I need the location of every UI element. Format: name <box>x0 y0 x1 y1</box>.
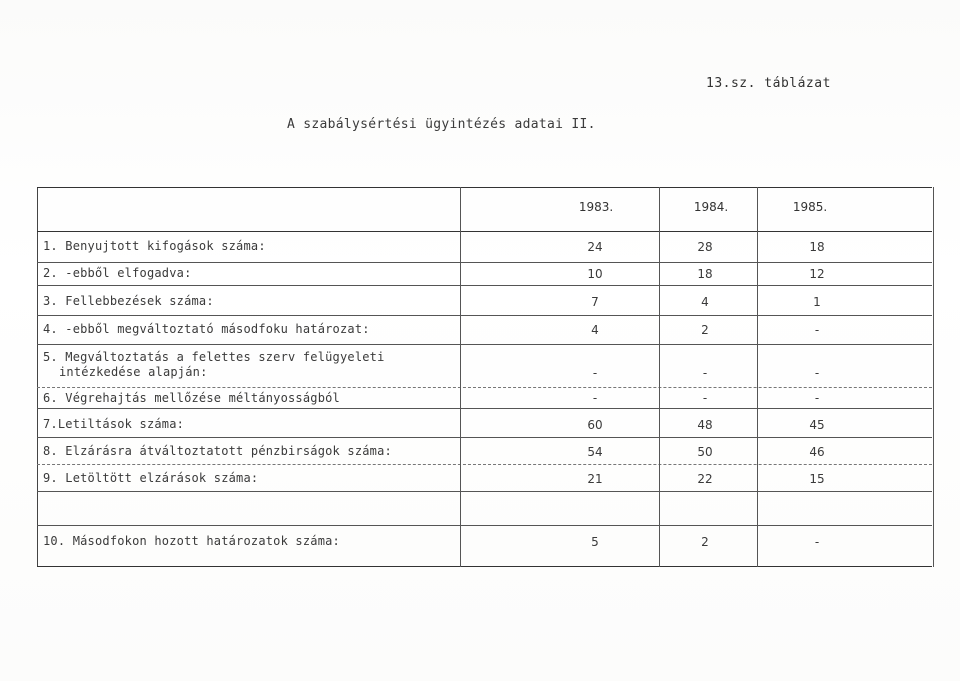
value-1985: 46 <box>809 445 825 459</box>
table-number: 13.sz. táblázat <box>706 76 831 91</box>
value-1985: 45 <box>809 418 825 432</box>
value-1983: - <box>592 366 598 380</box>
column-header-1985: 1985. <box>792 200 828 214</box>
column-header-1984: 1984. <box>693 200 729 214</box>
column-header-1983: 1983. <box>578 200 614 214</box>
value-1985: 18 <box>809 240 825 254</box>
table-rule <box>37 464 932 465</box>
table-rule-top <box>37 187 932 188</box>
value-1985: - <box>814 366 820 380</box>
value-1983: - <box>592 391 598 405</box>
value-1984: 2 <box>701 535 709 549</box>
value-1984: 18 <box>697 267 713 281</box>
row-label: 4. -ebből megváltoztató másodfoku határozat: <box>43 322 370 336</box>
row-label-continued: intézkedése alapján: <box>59 365 208 379</box>
value-1983: 24 <box>587 240 603 254</box>
value-1984: - <box>702 366 708 380</box>
value-1984: 22 <box>697 472 713 486</box>
value-1984: 50 <box>697 445 713 459</box>
value-1985: - <box>814 535 820 549</box>
table-rule <box>37 437 932 438</box>
row-label: 5. Megváltoztatás a felettes szerv felügyeleti <box>43 350 385 364</box>
document-title: A szabálysértési ügyintézés adatai II. <box>287 117 596 132</box>
row-label: 2. -ebből elfogadva: <box>43 266 192 280</box>
value-1984: 4 <box>701 295 709 309</box>
column-divider <box>659 187 660 567</box>
row-label: 10. Másodfokon hozott határozatok száma: <box>43 534 340 548</box>
row-label: 9. Letöltött elzárások száma: <box>43 471 259 485</box>
value-1985: 12 <box>809 267 825 281</box>
value-1983: 60 <box>587 418 603 432</box>
table-rule <box>37 344 932 345</box>
row-label: 8. Elzárásra átváltoztatott pénzbirságok száma: <box>43 444 392 458</box>
table-rule <box>37 525 932 526</box>
row-label: 1. Benyujtott kifogások száma: <box>43 239 266 253</box>
row-label: 3. Fellebbezések száma: <box>43 294 214 308</box>
value-1984: - <box>702 391 708 405</box>
table-rule-bottom <box>37 566 932 567</box>
value-1985: 15 <box>809 472 825 486</box>
value-1983: 4 <box>591 323 599 337</box>
value-1985: - <box>814 391 820 405</box>
value-1983: 7 <box>591 295 599 309</box>
table-rule-header <box>37 231 932 232</box>
value-1984: 48 <box>697 418 713 432</box>
value-1983: 21 <box>587 472 603 486</box>
value-1984: 28 <box>697 240 713 254</box>
table-rule <box>37 315 932 316</box>
column-divider <box>460 187 461 567</box>
table-rule <box>37 285 932 286</box>
value-1983: 5 <box>591 535 599 549</box>
row-label: 7.Letiltások száma: <box>43 417 185 431</box>
table-rule <box>37 262 932 263</box>
table-rule <box>37 387 932 388</box>
row-label: 6. Végrehajtás mellőzése méltányosságból <box>43 391 340 405</box>
value-1983: 10 <box>587 267 603 281</box>
value-1984: 2 <box>701 323 709 337</box>
table-rule <box>37 408 932 409</box>
value-1985: - <box>814 323 820 337</box>
value-1985: 1 <box>813 295 821 309</box>
value-1983: 54 <box>587 445 603 459</box>
table-rule <box>37 491 932 492</box>
column-divider <box>757 187 758 567</box>
